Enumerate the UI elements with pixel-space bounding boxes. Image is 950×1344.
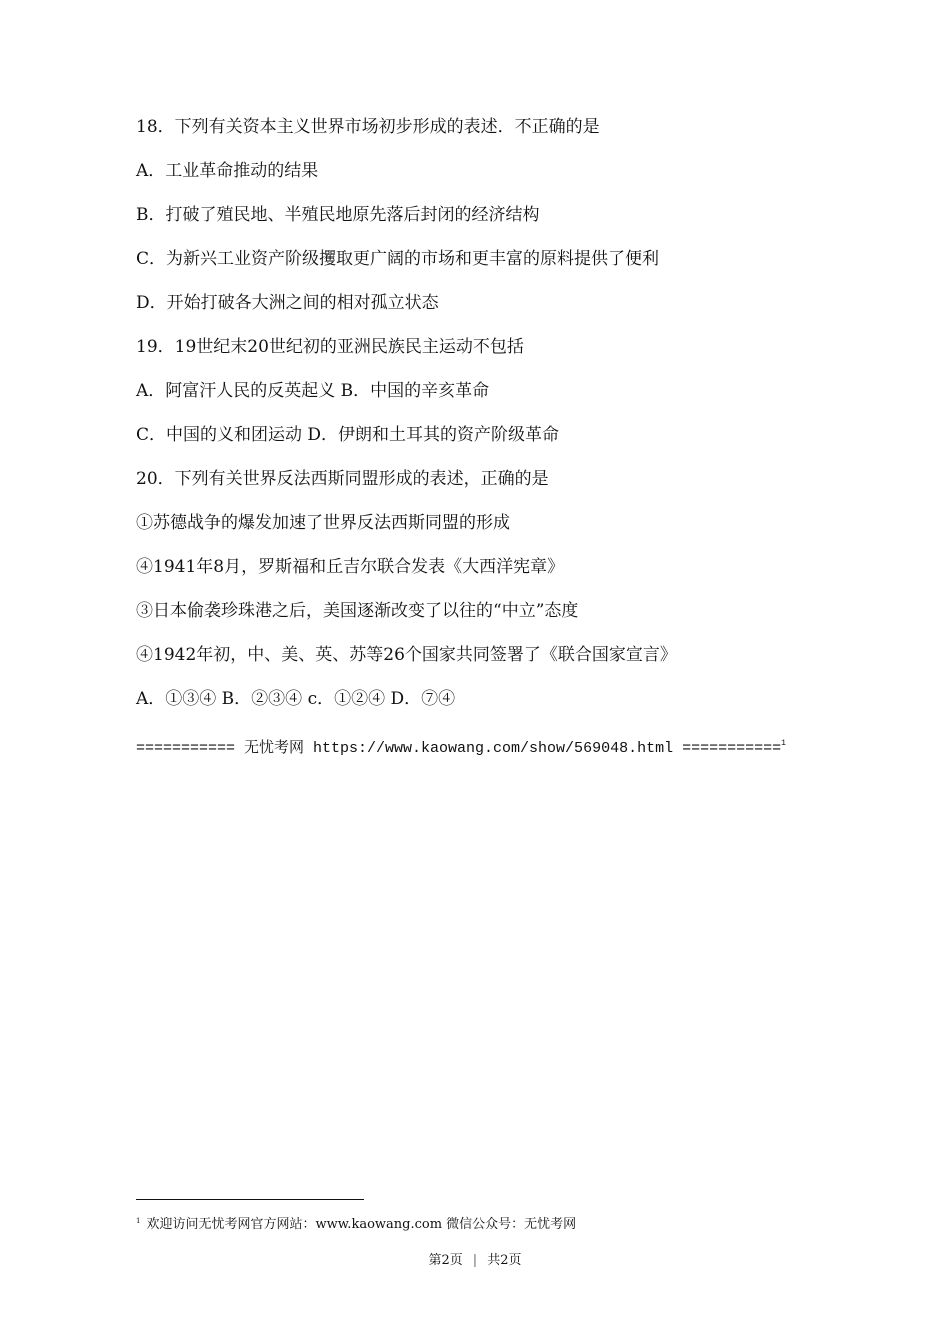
q18-option-c: C．为新兴工业资产阶级攫取更广阔的市场和更丰富的原料提供了便利 xyxy=(136,249,660,269)
footnote-text: 欢迎访问无忧考网官方网站：www.kaowang.com 微信公众号：无忧考网 xyxy=(146,1217,577,1232)
q18-option-b: B．打破了殖民地、半殖民地原先落后封闭的经济结构 xyxy=(136,205,540,225)
q20-options: A．①③④ B．②③④ c．①②④ D．⑦④ xyxy=(136,689,456,709)
q18-option-d: D．开始打破各大洲之间的相对孤立状态 xyxy=(136,293,439,313)
q18-stem: 18．下列有关资本主义世界市场初步形成的表述．不正确的是 xyxy=(136,117,600,137)
q20-statement-4: ④1942年初，中、美、英、苏等26个国家共同签署了《联合国家宣言》 xyxy=(136,645,677,665)
source-line xyxy=(136,733,786,760)
page-separator: | xyxy=(472,1253,478,1268)
q19-options-cd: C．中国的义和团运动 D．伊朗和土耳其的资产阶级革命 xyxy=(136,425,560,445)
q19-options-ab: A．阿富汗人民的反英起义 B．中国的辛亥革命 xyxy=(136,381,490,401)
q20-statement-2: ④1941年8月，罗斯福和丘吉尔联合发表《大西洋宪章》 xyxy=(136,557,565,577)
q18-option-a: A．工业革命推动的结果 xyxy=(136,161,319,181)
q20-statement-3: ③日本偷袭珍珠港之后，美国逐渐改变了以往的“中立”态度 xyxy=(136,601,579,621)
page-total: 共2页 xyxy=(487,1253,522,1268)
footnote xyxy=(136,1212,576,1234)
source-line-text: =========== 无忧考网 https://www.kaowang.com/show/569048.html =========== xyxy=(136,740,782,757)
page-footer xyxy=(0,1249,950,1268)
footnote-divider xyxy=(136,1199,364,1200)
q19-stem: 19．19世纪末20世纪初的亚洲民族民主运动不包括 xyxy=(136,337,524,357)
page-current: 第2页 xyxy=(428,1253,463,1268)
q20-statement-1: ①苏德战争的爆发加速了世界反法西斯同盟的形成 xyxy=(136,513,510,533)
footnote-number: 1 xyxy=(136,1217,141,1225)
q20-stem: 20．下列有关世界反法西斯同盟形成的表述，正确的是 xyxy=(136,469,549,489)
footnote-marker: 1 xyxy=(781,739,786,748)
